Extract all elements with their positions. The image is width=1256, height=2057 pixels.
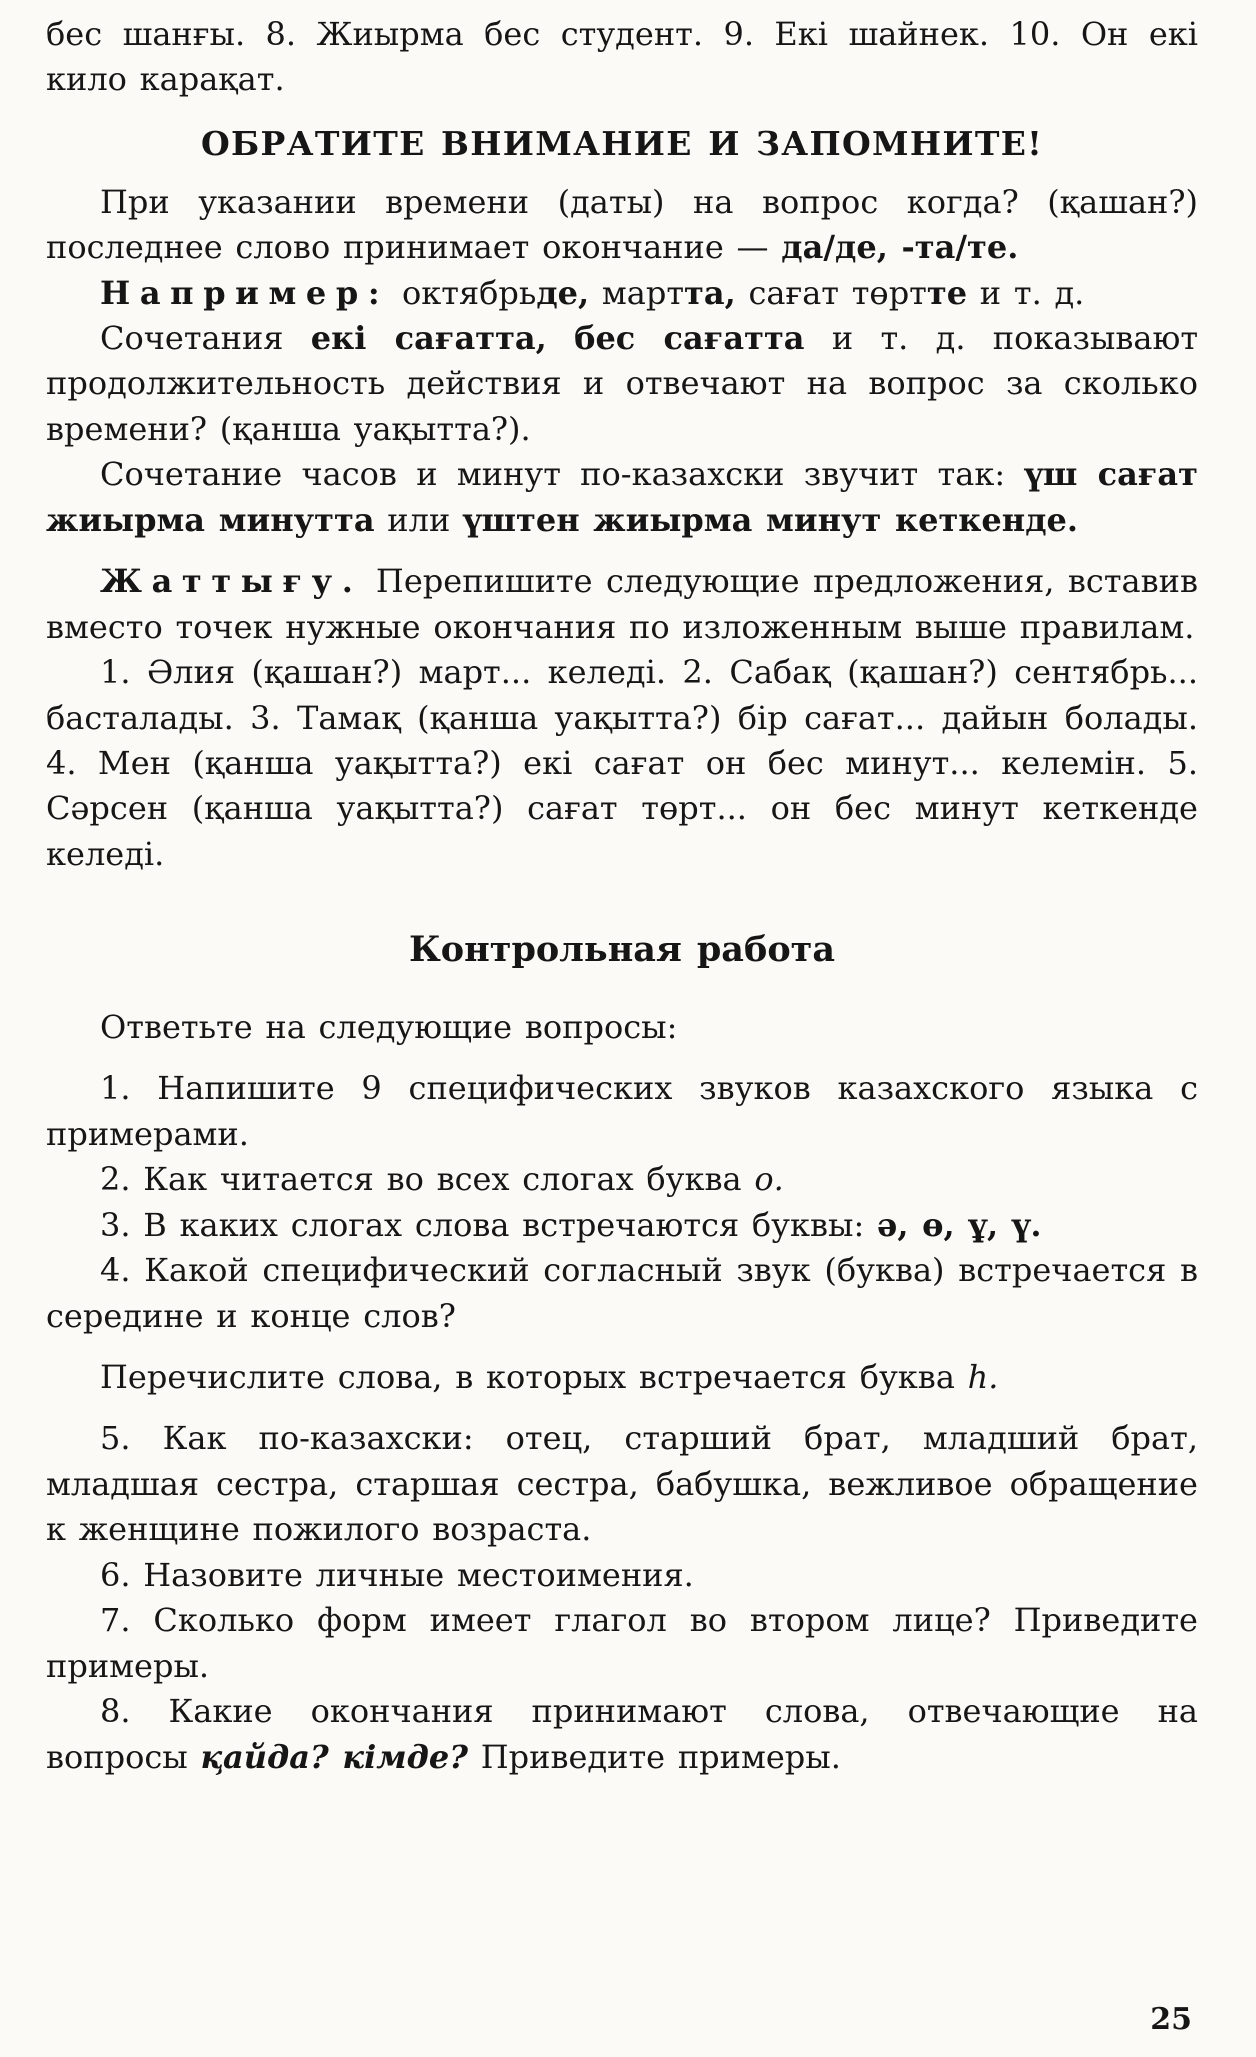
text-run: 5. Как по-казахски: отец, старший брат, младший брат, младшая сестра, старшая сестра, бабушка, вежливое обращение к женщине пожилого возраста. [46,1419,1198,1549]
text-run: 1. Напишите 9 специфических звуков казахского языка с примерами. [46,1069,1198,1153]
text-run [547,319,574,357]
text-run: Сочетания [100,319,311,358]
text-run: 6. Назовите личные местоимения. [100,1555,694,1594]
text-run: или [374,500,464,539]
text-run: 4. Какой специфический согласный звук (буква) встречается в середине и конце слов? [46,1251,1198,1335]
page-number: 25 [1150,2002,1192,2037]
text-run: 8. Какие окончания принимают слова, отвечающие на вопросы [46,1692,1198,1776]
text-run: де, [536,273,590,312]
text-run: и т. д. [967,273,1085,312]
question-2 [46,1157,1198,1202]
text-run: 2. Как читается во всех слогах буква [100,1160,755,1199]
list-words-paragraph [46,1355,1198,1400]
exercise-sentences-paragraph [46,650,1198,877]
text-run: При указании времени (даты) на вопрос когда? (қашан?) последнее слово принимает окончание — [46,182,1198,267]
text-run: бес сағатта [574,319,805,358]
text-run: сағат төрт [735,273,927,312]
text-run: h. [967,1358,999,1397]
exercise-instruction-paragraph [46,559,1198,650]
question-6 [46,1553,1198,1598]
page-body [46,12,1198,1780]
text-run: октябрь [389,273,537,312]
hours-minutes-paragraph [46,452,1198,543]
text-run: 3. В каких слогах слова встречаются буквы: [100,1205,877,1244]
text-run: Контрольная работа [408,929,836,971]
text-run: 7. Сколько форм имеет глагол во втором лице? Приведите примеры. [46,1601,1198,1685]
text-run: Перечислите слова, в которых встречается буква [100,1358,968,1397]
text-run: Приведите примеры. [468,1737,841,1776]
question-4 [46,1248,1198,1339]
text-run: үш сағат жиырма минутта [46,455,1198,539]
text-run: бес шанғы. 8. Жиырма бес студент. 9. Екі шайнек. 10. Он екі кило карақат. [46,15,1198,99]
attention-heading [46,121,1198,168]
text-run: қайда? кімде? [200,1737,469,1776]
question-8 [46,1689,1198,1780]
rule-paragraph [46,180,1198,271]
text-run: и т. д. показывают продолжительность действия и отвечают на вопрос за сколько времени? (қанша уақытта?). [46,319,1199,448]
text-run: үштен жиырма минут кеткенде. [463,500,1079,539]
text-run: Жаттығу. [100,562,363,601]
continuation-paragraph [46,12,1198,103]
text-run: 1. Әлия (қашан?) март... келеді. 2. Сабақ (қашан?) сентябрь... басталады. 3. Тамақ (қанша уақытта?) бір сағат... дайын болады. 4. Мен (қанша уақытта?) екі сағат он бес минут... келемін. 5. Сәрсен (қанша уақытта?) сағат төрт... он бес минут кеткенде келеді. [46,653,1198,873]
text-run: о. [754,1160,784,1199]
text-run: да/де, -та/те. [781,228,1019,267]
duration-paragraph [46,316,1198,452]
question-7 [46,1598,1198,1689]
text-run: те [926,273,968,312]
text-run: Сочетание часов и минут по-казахски звучит так: [100,455,1025,494]
text-run: Перепишите следующие предложения, вставив вместо точек нужные окончания по изложенным выше правилам. [46,562,1198,646]
control-work-heading [46,925,1198,975]
example-paragraph [46,271,1198,316]
question-5 [46,1416,1198,1552]
text-run: Ответьте на следующие вопросы: [100,1007,678,1046]
text-run: Например: [100,273,390,312]
text-run: ОБРАТИТЕ ВНИМАНИЕ И ЗАПОМНИТЕ! [200,123,1044,163]
text-run: ә, ө, ұ, ү. [876,1205,1042,1244]
text-run: март [589,273,685,312]
question-3 [46,1203,1198,1248]
question-1 [46,1066,1198,1157]
text-run: та, [684,273,736,312]
answer-questions-intro [46,1005,1198,1050]
text-run: екі сағатта, [310,319,547,358]
